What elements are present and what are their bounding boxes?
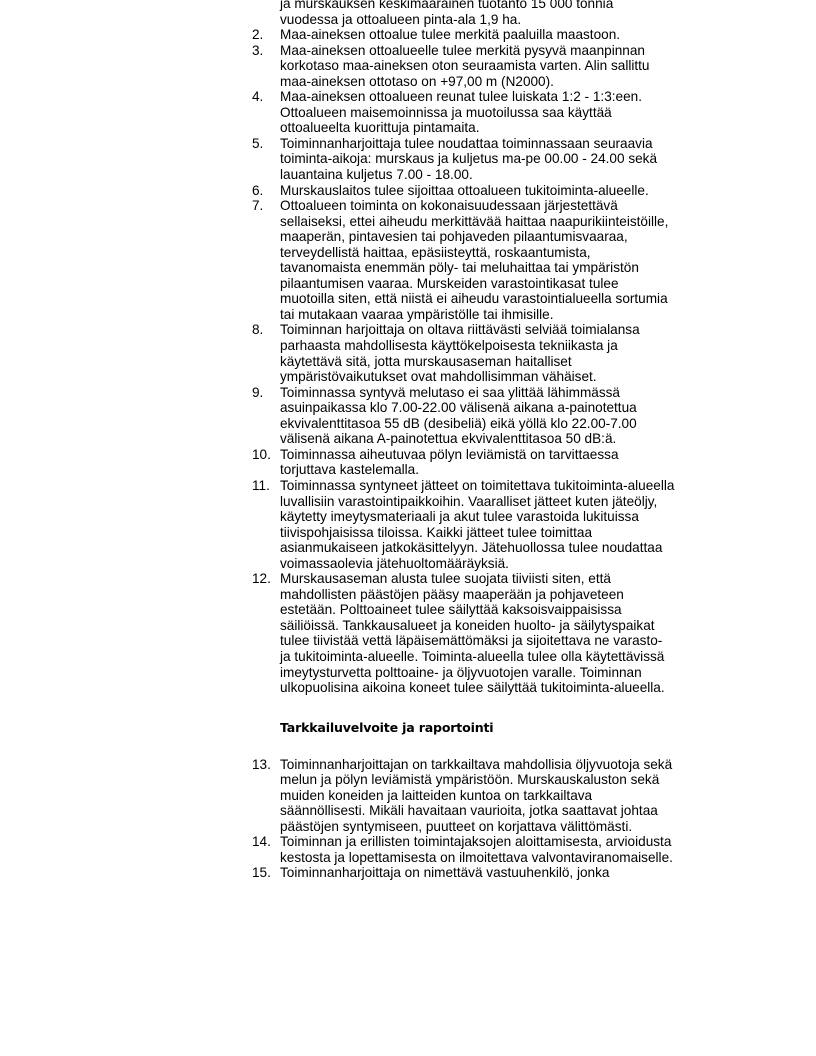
item-text: Toiminnan harjoittaja on oltava riittävästi selviää toimialansa parhaasta mahdollisesta käyttökelpoisesta tekniikasta ja käytettävä sitä, jotta murskausaseman haitalliset ympäristövaikutukset ovat mahdollisimman vähäiset. bbox=[280, 322, 640, 385]
list-item bbox=[0, 447, 675, 478]
list-item bbox=[0, 43, 675, 90]
item-text: Ottoalueen toiminta on kokonaisuudessaan järjestettävä sellaiseksi, ettei aiheudu merkittävää haittaa naapurikiinteistöille, maaperän, pintavesien tai pohjaveden pilaantumisvaaraa, terveydellistä haittaa, epäsiisteyttä, roskaantumista, tavanomaista enemmän pöly- tai meluhaittaa tai ympäristön pilaantumisen vaaraa. Murskeiden varastointikasat tulee muotoilla siten, että niistä ei aiheudu varastointialueella sortumia tai mutakaan vaaraa ympäristölle tai ihmisille. bbox=[280, 198, 669, 322]
item-number: 9. bbox=[252, 384, 264, 400]
section-heading: Tarkkailuvelvoite ja raportointi bbox=[280, 719, 494, 735]
item-text: Toiminnanharjoittaja tulee noudattaa toiminnassaan seuraavia toiminta-aikoja: murskaus ja kuljetus ma-pe 00.00 - 24.00 sekä lauantaina kuljetus 7.00 - 18.00. bbox=[280, 135, 658, 183]
item-number: 5. bbox=[252, 135, 264, 151]
item-number: 15. bbox=[252, 865, 271, 881]
item-number: 11. bbox=[252, 477, 270, 493]
list-item bbox=[0, 571, 675, 695]
item-text: Toiminnassa syntyneet jätteet on toimitettava tukitoiminta-alueella luvallisiin varastointipaikkoihin. Vaaralliset jätteet kuten jäteöljy, käytetty imeytysmateriaali ja akut tulee varastoida lukituissa tiivispohjaisissa tiloissa. Kaikki jätteet tulee toimittaa asianmukaiseen jatkokäsittelyyn. Jätehuollossa tulee noudattaa voimassaolevia jätehuoltomääräyksiä. bbox=[280, 477, 675, 571]
item-text: Maa-aineksen ottoalueelle tulee merkitä pysyvä maanpinnan korkotaso maa-aineksen oton seuraamista varten. Alin sallittu maa-aineksen ottotaso on +97,00 m (N2000). bbox=[280, 42, 650, 89]
list-item bbox=[0, 478, 675, 571]
list-item bbox=[0, 183, 675, 199]
item-number: 13. bbox=[252, 756, 271, 772]
conditions-list bbox=[0, 27, 816, 696]
item-number: 4. bbox=[252, 89, 264, 105]
item-number: 2. bbox=[252, 27, 264, 43]
list-item bbox=[0, 385, 675, 447]
item-number: 6. bbox=[252, 182, 264, 198]
item-text: Murskauslaitos tulee sijoittaa ottoalueen tukitoiminta-alueelle. bbox=[280, 182, 649, 198]
list-item bbox=[0, 136, 675, 183]
item-number: 7. bbox=[252, 198, 264, 214]
list-item bbox=[0, 89, 675, 136]
list-item bbox=[0, 198, 675, 322]
item-number: 10. bbox=[252, 446, 271, 462]
list-item bbox=[0, 834, 675, 865]
item-text: Maa-aineksen ottoalue tulee merkitä paaluilla maastoon. bbox=[280, 27, 621, 43]
item-text: Murskausaseman alusta tulee suojata tiiviisti siten, että mahdollisten päästöjen pääsy maaperään ja pohjaveteen estetään. Polttoaineet tulee säilyttää kaksoisvaippaisissa säiliöissä. Tankkausalueet ja koneiden huolto- ja säilytyspaikat tulee tiivistää vettä läpäisemättömäksi ja sijoitettava ne varasto- ja tukitoiminta-alueelle. Toiminta-alueella tulee olla käytettävissä imeytysturvetta polttoaine- ja öljyvuotojen varalle. Toiminnan ulkopuolisina aikoina koneet tulee säilyttää tukitoiminta-alueella. bbox=[280, 571, 665, 696]
item-text: Toiminnassa syntyvä melutaso ei saa ylittää lähimmässä asuinpaikassa klo 7.00-22.00 välisenä aikana a-painotettua ekvivalenttitasoa 55 dB (desibeliä) eikä yöllä klo 22.00-7.00 välisenä aikana A-painotettua ekvivalenttitasoa 50 dB:ä. bbox=[280, 384, 637, 447]
item-text: Toiminnassa aiheutuvaa pölyn leviämistä on tarvittaessa torjuttava kastelemalla. bbox=[280, 446, 619, 478]
item-number: 12. bbox=[252, 571, 271, 587]
item-text: Toiminnan ja erillisten toimintajaksojen aloittamisesta, arvioidusta kestosta ja lopettamisesta on ilmoitettava valvontaviranomaiselle. bbox=[280, 834, 673, 865]
list-item bbox=[0, 27, 675, 43]
item-text: Toiminnanharjoittajan on tarkkailtava mahdollisia öljyvuotoja sekä melun ja pölyn leviämistä ympäristöön. Murskauskaluston sekä muiden koneiden ja laitteiden kuntoa on tarkkailtava säännöllisesti. Mikäli havaitaan vaurioita, jotka saattavat johtaa päästöjen syntymiseen, puutteet on korjattava välittömästi. bbox=[280, 756, 673, 834]
item-text: Maa-aineksen ottoalueen reunat tulee luiskata 1:2 - 1:3:een. Ottoalueen maisemoinnissa ja muotoilussa saa käyttää ottoalueelta kuorittuja pintamaita. bbox=[280, 89, 642, 136]
monitoring-list bbox=[0, 757, 816, 881]
item-number: 3. bbox=[252, 42, 264, 58]
list-item bbox=[0, 865, 675, 881]
list-item bbox=[0, 757, 675, 835]
continuation-paragraph: ja murskauksen keskimääräinen tuotanto 15 000 tonnia vuodessa ja ottoalueen pinta-ala 1,9 ha. bbox=[280, 0, 614, 27]
item-text: Toiminnanharjoittaja on nimettävä vastuuhenkilö, jonka bbox=[280, 865, 610, 881]
list-item bbox=[0, 322, 675, 384]
item-number: 14. bbox=[252, 834, 271, 850]
item-number: 8. bbox=[252, 322, 264, 338]
